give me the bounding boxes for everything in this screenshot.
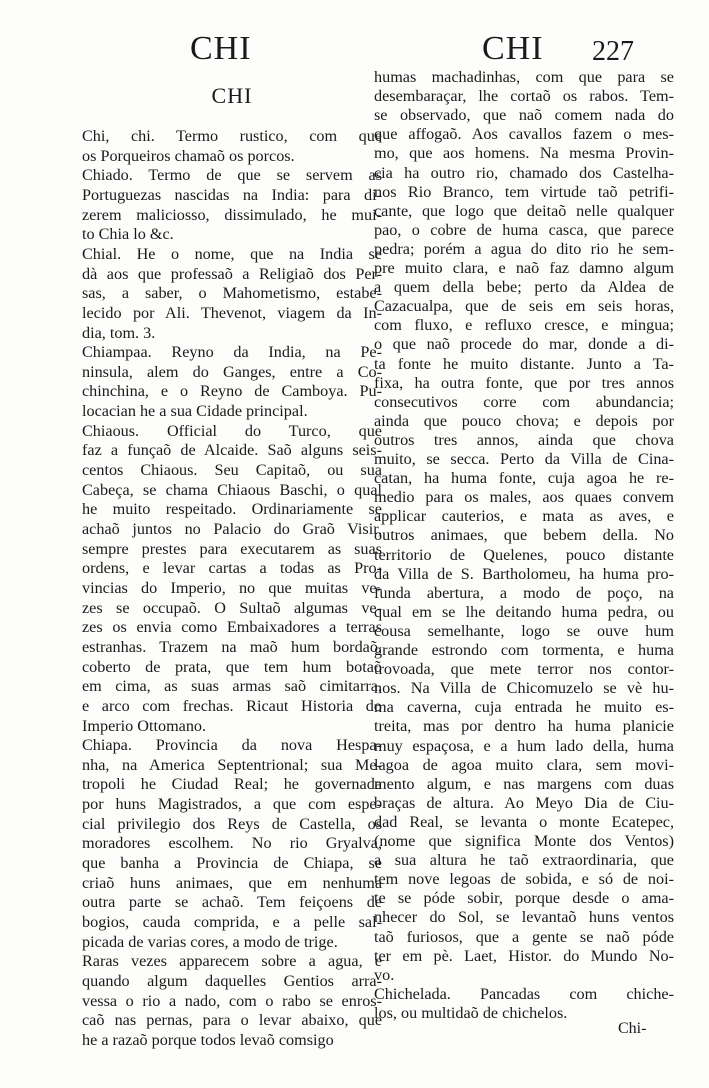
- text-line: cousa semelhante, logo se ouve hum: [374, 621, 674, 640]
- text-line: los, ou multidaõ de chichelos.: [374, 1003, 568, 1022]
- text-line: cante, que logo que deitaõ nelle qualquer: [374, 201, 674, 220]
- text-line: fixa, ha outra fonte, que por tres annos: [374, 373, 674, 392]
- text-line: ter em pè. Laet, Histor. do Mundo No-: [374, 946, 674, 965]
- text-line: dia, tom. 3.: [82, 323, 156, 342]
- text-line: e arco com frechas. Ricaut Historia do: [82, 696, 382, 715]
- text-line: humas machadinhas, com que para se: [374, 68, 674, 86]
- running-head-right: CHI: [482, 30, 544, 67]
- text-line: Chi, chi. Termo rustico, com que: [82, 127, 382, 145]
- text-line: desembaraçar, lhe cortaõ os rabos. Tem-: [374, 87, 674, 106]
- text-line: Portuguezas nascidas na India: para di-: [82, 185, 382, 204]
- text-line: Chichelada. Pancadas com chiche-: [374, 984, 674, 1003]
- text-line: caõ nas pernas, para o levar abaixo, que: [82, 1011, 382, 1030]
- text-line: sas, a saber, o Mahometismo, estabe-: [82, 284, 382, 303]
- text-line: por huns Magistrados, a que com espe-: [82, 795, 382, 814]
- section-title: CHI: [211, 83, 253, 108]
- text-line: zerem maliciosso, dissimulado, he mui-: [82, 205, 382, 224]
- text-line: qual em se lhe deitando huma pedra, ou: [374, 602, 674, 621]
- text-line: chinchina, e o Reyno de Camboya. Pu-: [82, 382, 382, 401]
- text-line: da Villa de S. Bartholomeu, ha huma pro-: [374, 564, 674, 583]
- text-line: Imperio Ottomano.: [82, 716, 207, 735]
- text-line: outros animaes, que bebem della. No: [374, 526, 674, 545]
- text-line: nhecer do Sol, se levantaõ huns ventos: [374, 908, 674, 927]
- text-line: nos Rio Branco, tem virtude taõ petrifi-: [374, 182, 674, 201]
- text-line: nha, na America Septentrional; sua Me-: [82, 755, 382, 774]
- text-line: ainda que pouco chova; e depois por: [374, 411, 674, 430]
- text-line: (nome que significa Monte dos Ventos): [374, 832, 674, 850]
- text-line: applicar cauterios, e mata as aves, e: [374, 507, 674, 526]
- text-line: pre muito clara, e naõ faz damno algum: [374, 259, 674, 277]
- text-line: vo.: [374, 965, 395, 984]
- text-line: criaõ huns animaes, que em nenhuma: [82, 873, 382, 892]
- text-line: zes os envia como Embaixadores a terras: [82, 618, 382, 637]
- text-line: em cima, as suas armas saõ cimitarra,: [82, 677, 382, 696]
- text-line: outra parte se achaõ. Tem feiçoens de: [82, 893, 382, 912]
- text-line: tem nove legoas de sobida, e só de noi-: [374, 870, 674, 889]
- text-line: se observado, que naõ comem nada do: [374, 106, 674, 125]
- text-line: taõ furiosos, que a gente se naõ póde: [374, 927, 674, 946]
- text-line: bogios, cauda comprida, e a pelle sal-: [82, 913, 382, 931]
- text-line: dad Real, se levanta o monte Ecatepec,: [374, 812, 674, 831]
- text-line: ma caverna, cuja entrada he muito es-: [374, 698, 674, 717]
- text-line: nos. Na Villa de Chicomuzelo se vè hu-: [374, 679, 674, 698]
- text-line: mo, que aos homens. Na mesma Provin-: [374, 144, 674, 163]
- text-line: cial privilegio dos Reys de Castella, os: [82, 814, 382, 833]
- text-line: te se póde sobir, porque desde o ama-: [374, 889, 674, 908]
- text-line: catan, ha huma fonte, cuja agoa he re-: [374, 469, 674, 488]
- text-line: dà aos que professaõ a Religiaõ dos Per-: [82, 264, 382, 283]
- text-line: estranhas. Trazem na maõ hum bordaõ,: [82, 637, 382, 656]
- text-line: pedra; porém a agua do dito rio he sem-: [374, 239, 674, 258]
- text-line: centos Chiaous. Seu Capitaõ, ou sua: [82, 461, 382, 480]
- text-line: que affogaõ. Aos cavallos fazem o mes-: [374, 125, 674, 144]
- text-line: locacian he a sua Cidade principal.: [82, 402, 308, 421]
- text-line: a sua altura he taõ extraordinaria, que: [374, 851, 674, 870]
- text-line: picada de varias cores, a modo de trige.: [82, 932, 338, 951]
- text-line: Cazacualpa, que de seis em seis horas,: [374, 297, 674, 316]
- text-line: quando algum daquelles Gentios arra-: [82, 971, 382, 990]
- text-line: medio para os males, aos quaes convem: [374, 488, 674, 507]
- text-line: funda abertura, a modo de poço, na: [374, 583, 674, 602]
- text-line: sempre prestes para executarem as suas: [82, 539, 382, 558]
- text-line: com fluxo, e refluxo cresce, e mingua;: [374, 316, 674, 335]
- text-line: grande estrondo com tormenta, e huma: [374, 641, 674, 659]
- text-line: he muito respeitado. Ordinariamente se: [82, 500, 382, 519]
- text-line: moradores escolhem. No rio Gryalva,: [82, 834, 382, 853]
- running-head-left: CHI: [190, 30, 252, 67]
- text-line: pao, o cobre de huma casca, que parece: [374, 220, 674, 239]
- text-line: que banha a Provincia de Chiapa, se: [82, 854, 382, 873]
- text-line: Cabeça, se chama Chiaous Baschi, o qual: [82, 480, 382, 499]
- text-line: coberto de prata, que tem hum botaõ: [82, 657, 382, 676]
- text-line: territorio de Quelenes, pouco distante: [374, 545, 674, 564]
- text-line: muy espaçosa, e a hum lado della, huma: [374, 736, 674, 755]
- text-line: tropoli he Ciudad Real; he governada: [82, 775, 382, 794]
- text-line: cia ha outro rio, chamado dos Castelha-: [374, 163, 674, 182]
- text-line: vincias do Imperio, no que muitas ve-: [82, 578, 382, 597]
- text-line: he a razaõ porque todos levaõ comsigo: [82, 1030, 334, 1049]
- text-line: Chial. He o nome, que na India se: [82, 244, 382, 263]
- text-line: ninsula, alem do Ganges, entre a Co-: [82, 362, 382, 381]
- text-line: outros tres annos, ainda que chova: [374, 430, 674, 449]
- text-line: Chiampaa. Reyno da India, na Pe-: [82, 343, 382, 362]
- text-line: treita, mas por dentro ha huma planicie: [374, 717, 674, 736]
- text-line: Chiapa. Provincia da nova Hespa-: [82, 736, 382, 755]
- text-line: mento algum, e nas margens com duas: [374, 774, 674, 793]
- text-line: achaõ juntos no Palacio do Graõ Visir,: [82, 520, 382, 538]
- text-line: consecutivos corre com abundancia;: [374, 392, 674, 411]
- text-line: faz a funçaõ de Alcaide. Saõ alguns seis-: [82, 441, 382, 460]
- text-line: Chiado. Termo de que se servem as: [82, 166, 382, 185]
- text-line: os Porqueiros chamaõ os porcos.: [82, 146, 295, 165]
- text-line: Raras vezes apparecem sobre a agua, e: [82, 952, 382, 971]
- text-line: Chiaous. Official do Turco, que: [82, 421, 382, 440]
- text-line: trovoada, que mete terror nos contor-: [374, 660, 674, 679]
- catchword: Chi-: [618, 1020, 647, 1037]
- page-number: 227: [592, 36, 634, 67]
- text-line: ta fonte he muito distante. Junto a Ta-: [374, 354, 674, 373]
- text-line: lecido por Ali. Thevenot, viagem da In-: [82, 303, 382, 322]
- text-line: muito, se secca. Perto da Villa de Cina-: [374, 450, 674, 468]
- text-line: o que naõ procede do mar, donde a di-: [374, 335, 674, 354]
- text-line: ordens, e levar cartas a todas as Pro-: [82, 559, 382, 578]
- text-line: a quem della bebe; perto da Aldea de: [374, 278, 674, 297]
- text-line: braças de altura. Ao Meyo Dia de Ciu-: [374, 793, 674, 812]
- text-line: vessa o rio a nado, com o rabo se enros-: [82, 991, 382, 1010]
- text-line: to Chia lo &c.: [82, 225, 174, 244]
- text-line: zes se occupaõ. O Sultaõ algumas ve-: [82, 598, 382, 617]
- text-line: lagoa de agoa muito clara, sem movi-: [374, 755, 674, 774]
